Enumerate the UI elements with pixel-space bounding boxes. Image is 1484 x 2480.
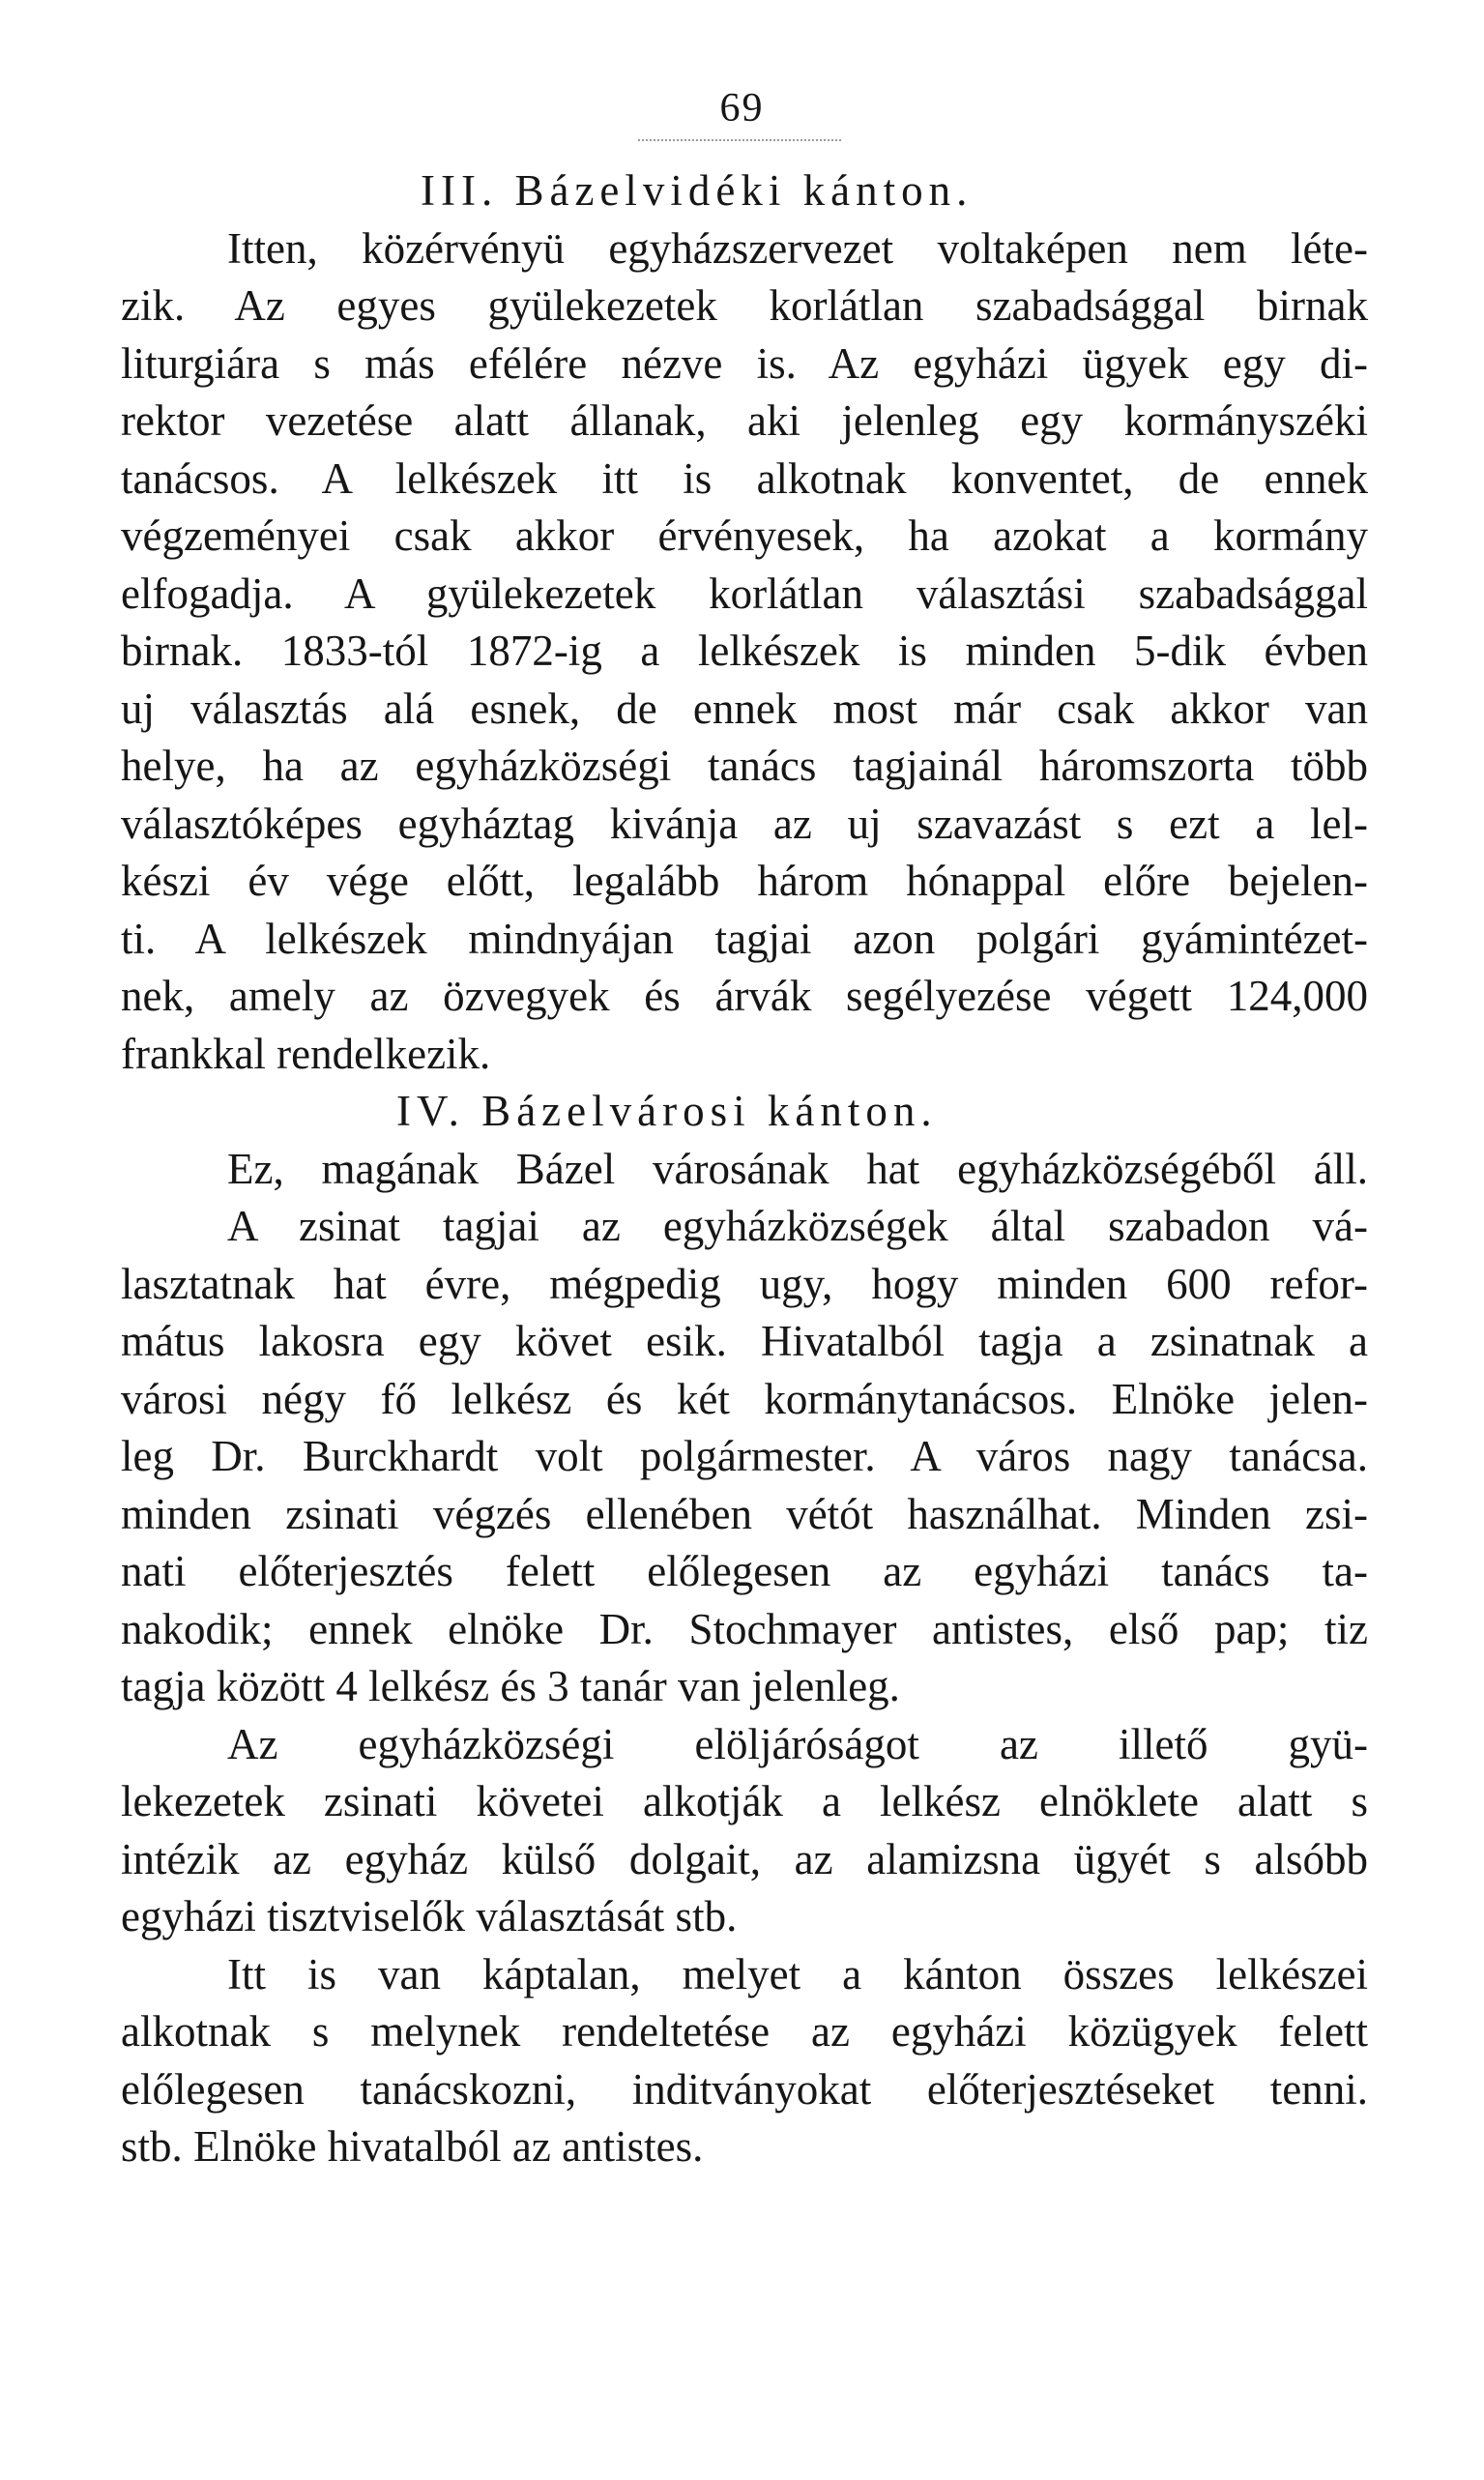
text-line: nati előterjesztés felett előlegesen az egyházi tanács ta- [121, 1547, 1368, 1595]
text-line: Itt is van káptalan, melyet a kánton összes lelkészei [227, 1949, 1368, 1999]
text-line: liturgiára s más efélére nézve is. Az egyházi ügyek egy di- [121, 338, 1368, 388]
text-line: alkotnak s melynek rendeltetése az egyházi közügyek felett [121, 2007, 1368, 2056]
text-line: Ez, magának Bázel városának hat egyházközségéből áll. [227, 1144, 1368, 1193]
section-heading-4: IV. Bázelvárosi kánton. [396, 1087, 938, 1135]
text-line: intézik az egyház külső dolgait, az alamizsna ügyét s alsóbb [121, 1834, 1368, 1883]
section-heading-3: III. Bázelvidéki kánton. [421, 166, 974, 215]
text-line: végzeményei csak akkor érvényesek, ha azokat a kormány [121, 511, 1368, 560]
text-line: frankkal rendelkezik. [121, 1029, 491, 1078]
text-line: nek, amely az özvegyek és árvák segélyezése végett 124,000 [121, 972, 1368, 1020]
text-line: leg Dr. Burckhardt volt polgármester. A város nagy tanácsa. [121, 1432, 1368, 1480]
text-line: tagja között 4 lelkész és 3 tanár van jelenleg. [121, 1662, 900, 1710]
page-number: 69 [719, 86, 765, 131]
text-line: egyházi tisztviselők választását stb. [121, 1892, 738, 1940]
text-line: minden zsinati végzés ellenében vétót használhat. Minden zsi- [121, 1489, 1368, 1538]
text-line: ti. A lelkészek mindnyájan tagjai azon polgári gyámintézet- [121, 914, 1368, 963]
text-line: lasztatnak hat évre, mégpedig ugy, hogy minden 600 refor- [121, 1259, 1368, 1308]
text-line: tanácsos. A lelkészek itt is alkotnak konventet, de ennek [121, 453, 1368, 503]
text-line: Az egyházközségi elöljáróságot az illető gyü- [227, 1719, 1368, 1768]
text-line: Itten, közérvényü egyházszervezet voltaképen nem léte- [227, 223, 1368, 273]
text-line: előlegesen tanácskozni, inditványokat előterjesztéseket tenni. [121, 2064, 1368, 2114]
text-line: lekezetek zsinati követei alkotják a lelkész elnöklete alatt s [121, 1777, 1368, 1825]
text-line: nakodik; ennek elnöke Dr. Stochmayer antistes, első pap; tiz [121, 1604, 1368, 1653]
text-line: készi év vége előtt, legalább három hónappal előre bejelen- [121, 857, 1368, 905]
text-line: mátus lakosra egy követ esik. Hivatalból tagja a zsinatnak a [121, 1317, 1368, 1365]
text-line: rektor vezetése alatt állanak, aki jelenleg egy kormányszéki [121, 396, 1368, 445]
text-line: választóképes egyháztag kivánja az uj szavazást s ezt a lel- [121, 799, 1368, 848]
text-line: A zsinat tagjai az egyházközségek által szabadon vá- [227, 1202, 1368, 1250]
text-line: városi négy fő lelkész és két kormánytanácsos. Elnöke jelen- [121, 1374, 1368, 1423]
page-text [121, 162, 1368, 2176]
header-rule [638, 139, 841, 141]
text-line: elfogadja. A gyülekezetek korlátlan választási szabadsággal [121, 569, 1368, 618]
text-line: stb. Elnöke hivatalból az antistes. [121, 2122, 704, 2171]
text-line: uj választás alá esnek, de ennek most már csak akkor van [121, 684, 1368, 733]
text-line: helye, ha az egyházközségi tanács tagjainál háromszorta több [121, 742, 1368, 790]
text-line: birnak. 1833-tól 1872-ig a lelkészek is minden 5-dik évben [121, 627, 1368, 675]
text-line: zik. Az egyes gyülekezetek korlátlan szabadsággal birnak [121, 281, 1368, 330]
